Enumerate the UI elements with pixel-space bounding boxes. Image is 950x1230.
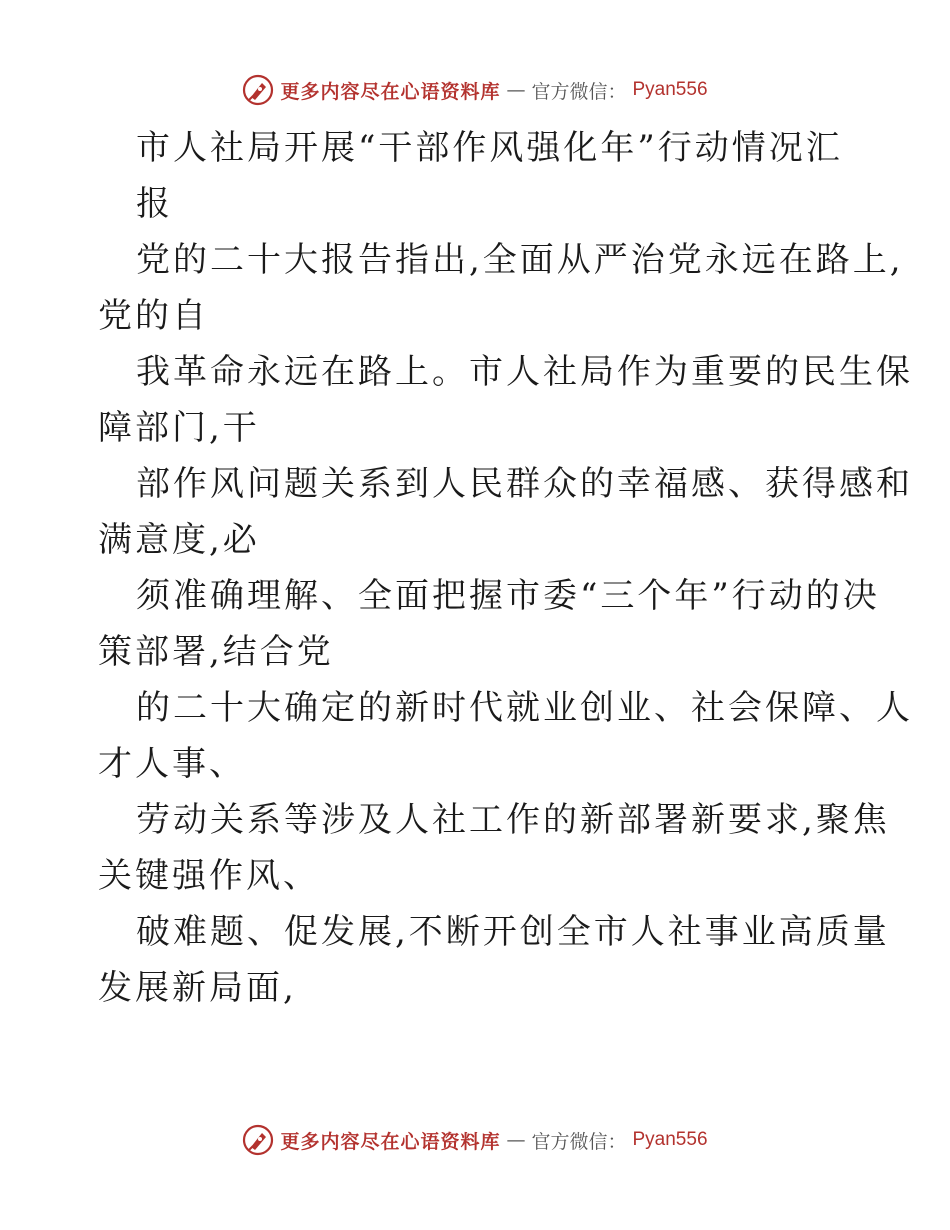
banner-site-text: 更多内容尽在心语资料库: [280, 1130, 501, 1153]
pen-nib-logo-icon: [242, 74, 274, 106]
footer-banner: [0, 1120, 950, 1160]
paragraph-line: 策部署,结合党: [98, 632, 334, 672]
banner-contact-id: Pyan556: [632, 79, 708, 100]
banner-dash: —: [506, 79, 526, 101]
banner-contact-id: Pyan556: [632, 1129, 708, 1150]
document-body: [98, 120, 913, 1016]
banner-contact-label: 官方微信：: [531, 1130, 627, 1153]
header-banner: [0, 70, 950, 110]
paragraph-line: 我革命永远在路上。市人社局作为重要的民生保: [136, 352, 913, 392]
paragraph-line: 党的二十大报告指出,全面从严治党永远在路上,: [136, 240, 904, 280]
pen-nib-logo-icon: [242, 1124, 274, 1156]
banner-site-text: 更多内容尽在心语资料库: [280, 80, 501, 103]
paragraph-line: 破难题、促发展,不断开创全市人社事业高质量: [136, 912, 890, 952]
paragraph-line: 关键强作风、: [98, 856, 320, 896]
paragraph-line: 须准确理解、全面把握市委“三个年”行动的决: [136, 576, 880, 616]
paragraph-line: 发展新局面,: [98, 968, 297, 1008]
document-title-line-1: 市人社局开展“干部作风强化年”行动情况汇: [136, 128, 843, 168]
paragraph-line: 部作风问题关系到人民群众的幸福感、获得感和: [136, 464, 913, 504]
paragraph-line: 障部门,干: [98, 408, 260, 448]
banner-contact-label: 官方微信：: [531, 80, 627, 103]
paragraph-line: 才人事、: [98, 744, 246, 784]
document-title-line-2: 报: [136, 184, 173, 224]
paragraph-line: 的二十大确定的新时代就业创业、社会保障、人: [136, 688, 913, 728]
paragraph-line: 满意度,必: [98, 520, 260, 560]
paragraph-line: 党的自: [98, 296, 209, 336]
paragraph-line: 劳动关系等涉及人社工作的新部署新要求,聚焦: [136, 800, 890, 840]
banner-dash: —: [506, 1129, 526, 1151]
